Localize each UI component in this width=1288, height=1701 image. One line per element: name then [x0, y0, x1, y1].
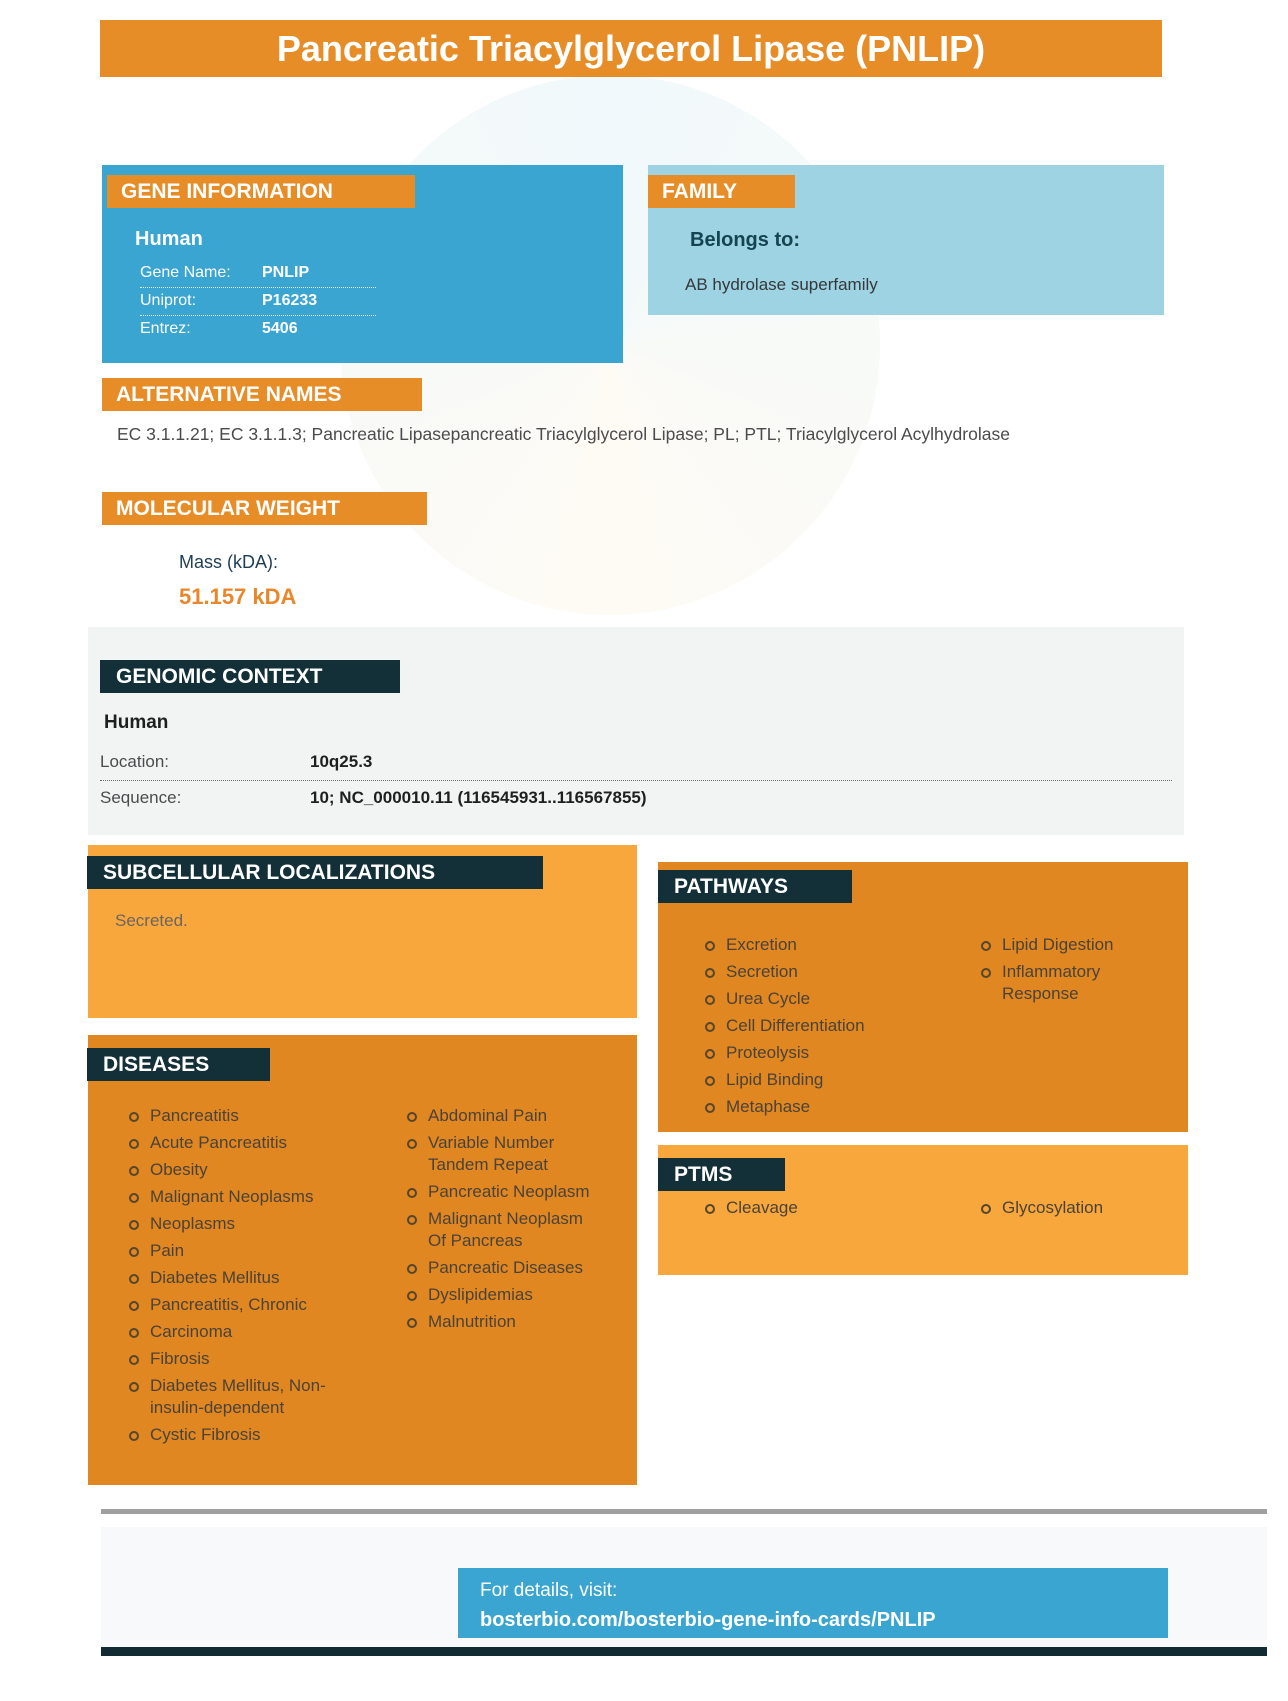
list-item: Diabetes Mellitus [120, 1265, 345, 1292]
row-label: Gene Name: [140, 264, 231, 281]
diseases-header: DISEASES [87, 1048, 270, 1081]
genomic-context-panel [88, 627, 1184, 835]
genomic-species-label: Human [104, 712, 169, 733]
footer-visit-label: For details, visit: [480, 1580, 618, 1601]
table-row [140, 260, 376, 288]
row-value: 5406 [262, 320, 298, 337]
family-value: AB hydrolase superfamily [685, 275, 878, 294]
row-label: Uniprot: [140, 292, 197, 309]
list-item: Pancreatitis, Chronic [120, 1292, 345, 1319]
mass-value: 51.157 kDA [179, 584, 297, 609]
list-item: Pancreatic Neoplasm [398, 1179, 593, 1206]
list-item: Neoplasms [120, 1211, 345, 1238]
diseases-list-col2 [398, 1103, 593, 1336]
list-item: Carcinoma [120, 1319, 345, 1346]
list-item: Pancreatitis [120, 1103, 345, 1130]
row-value: PNLIP [262, 264, 310, 281]
subcellular-localizations-header: SUBCELLULAR LOCALIZATIONS [87, 856, 543, 889]
list-item: Pancreatic Diseases [398, 1255, 593, 1282]
genomic-context-table [100, 745, 1172, 816]
list-item: Cystic Fibrosis [120, 1422, 345, 1449]
footer-panel [101, 1527, 1267, 1647]
mass-label: Mass (kDA): [179, 552, 278, 572]
list-item: Inflammatory Response [972, 959, 1177, 1008]
diseases-panel [88, 1035, 637, 1485]
table-row [140, 288, 376, 316]
footer-visit-box [458, 1568, 1168, 1638]
row-value: P16233 [262, 292, 318, 309]
ptms-panel [658, 1145, 1188, 1275]
table-row [100, 781, 1172, 816]
pathways-header: PATHWAYS [658, 870, 852, 903]
diseases-list-col1 [120, 1103, 345, 1449]
list-item: Secretion [696, 959, 931, 986]
pathways-panel [658, 862, 1188, 1132]
ptms-list-col1 [696, 1195, 931, 1222]
gene-species-label: Human [135, 228, 203, 250]
table-row [140, 316, 376, 343]
belongs-to-label: Belongs to: [690, 229, 800, 251]
genomic-context-header: GENOMIC CONTEXT [100, 660, 400, 693]
ptms-list-col2 [972, 1195, 1177, 1222]
gene-information-card [102, 165, 623, 363]
list-item: Abdominal Pain [398, 1103, 593, 1130]
list-item: Malignant Neoplasm Of Pancreas [398, 1206, 593, 1255]
footer-divider [101, 1509, 1267, 1514]
list-item: Excretion [696, 932, 931, 959]
list-item: Lipid Digestion [972, 932, 1177, 959]
row-label: Sequence: [100, 788, 182, 807]
list-item: Cell Differentiation [696, 1013, 931, 1040]
molecular-weight-header: MOLECULAR WEIGHT [102, 492, 427, 525]
family-card [648, 165, 1164, 315]
gene-information-header: GENE INFORMATION [107, 175, 415, 208]
list-item: Pain [120, 1238, 345, 1265]
footer-url-link[interactable]: bosterbio.com/bosterbio-gene-info-cards/PNLIP [480, 1609, 936, 1631]
list-item: Obesity [120, 1157, 345, 1184]
pathways-list-col2 [972, 932, 1177, 1008]
table-row [100, 745, 1172, 781]
list-item: Malnutrition [398, 1309, 593, 1336]
row-value: 10q25.3 [310, 752, 373, 771]
row-label: Location: [100, 752, 169, 771]
page-title: Pancreatic Triacylglycerol Lipase (PNLIP) [100, 20, 1162, 77]
gene-information-table [140, 260, 376, 343]
list-item: Fibrosis [120, 1346, 345, 1373]
family-header: FAMILY [648, 175, 795, 208]
list-item: Lipid Binding [696, 1067, 931, 1094]
list-item: Malignant Neoplasms [120, 1184, 345, 1211]
footer-bottom-bar [101, 1647, 1267, 1656]
row-value: 10; NC_000010.11 (116545931..116567855) [310, 788, 647, 807]
subcellular-localizations-panel [88, 845, 637, 1018]
list-item: Diabetes Mellitus, Non-insulin-dependent [120, 1373, 345, 1422]
list-item: Glycosylation [972, 1195, 1177, 1222]
list-item: Dyslipidemias [398, 1282, 593, 1309]
subcellular-localizations-value: Secreted. [115, 911, 188, 930]
list-item: Proteolysis [696, 1040, 931, 1067]
pathways-list-col1 [696, 932, 931, 1121]
list-item: Variable Number Tandem Repeat [398, 1130, 593, 1179]
alternative-names-text: EC 3.1.1.21; EC 3.1.1.3; Pancreatic Lipasepancreatic Triacylglycerol Lipase; PL; PTL; Triacylglycerol Acylhydrolase [117, 424, 1010, 444]
list-item: Metaphase [696, 1094, 931, 1121]
list-item: Urea Cycle [696, 986, 931, 1013]
alternative-names-header: ALTERNATIVE NAMES [102, 378, 422, 411]
row-label: Entrez: [140, 320, 191, 337]
ptms-header: PTMS [658, 1158, 785, 1191]
list-item: Cleavage [696, 1195, 931, 1222]
list-item: Acute Pancreatitis [120, 1130, 345, 1157]
